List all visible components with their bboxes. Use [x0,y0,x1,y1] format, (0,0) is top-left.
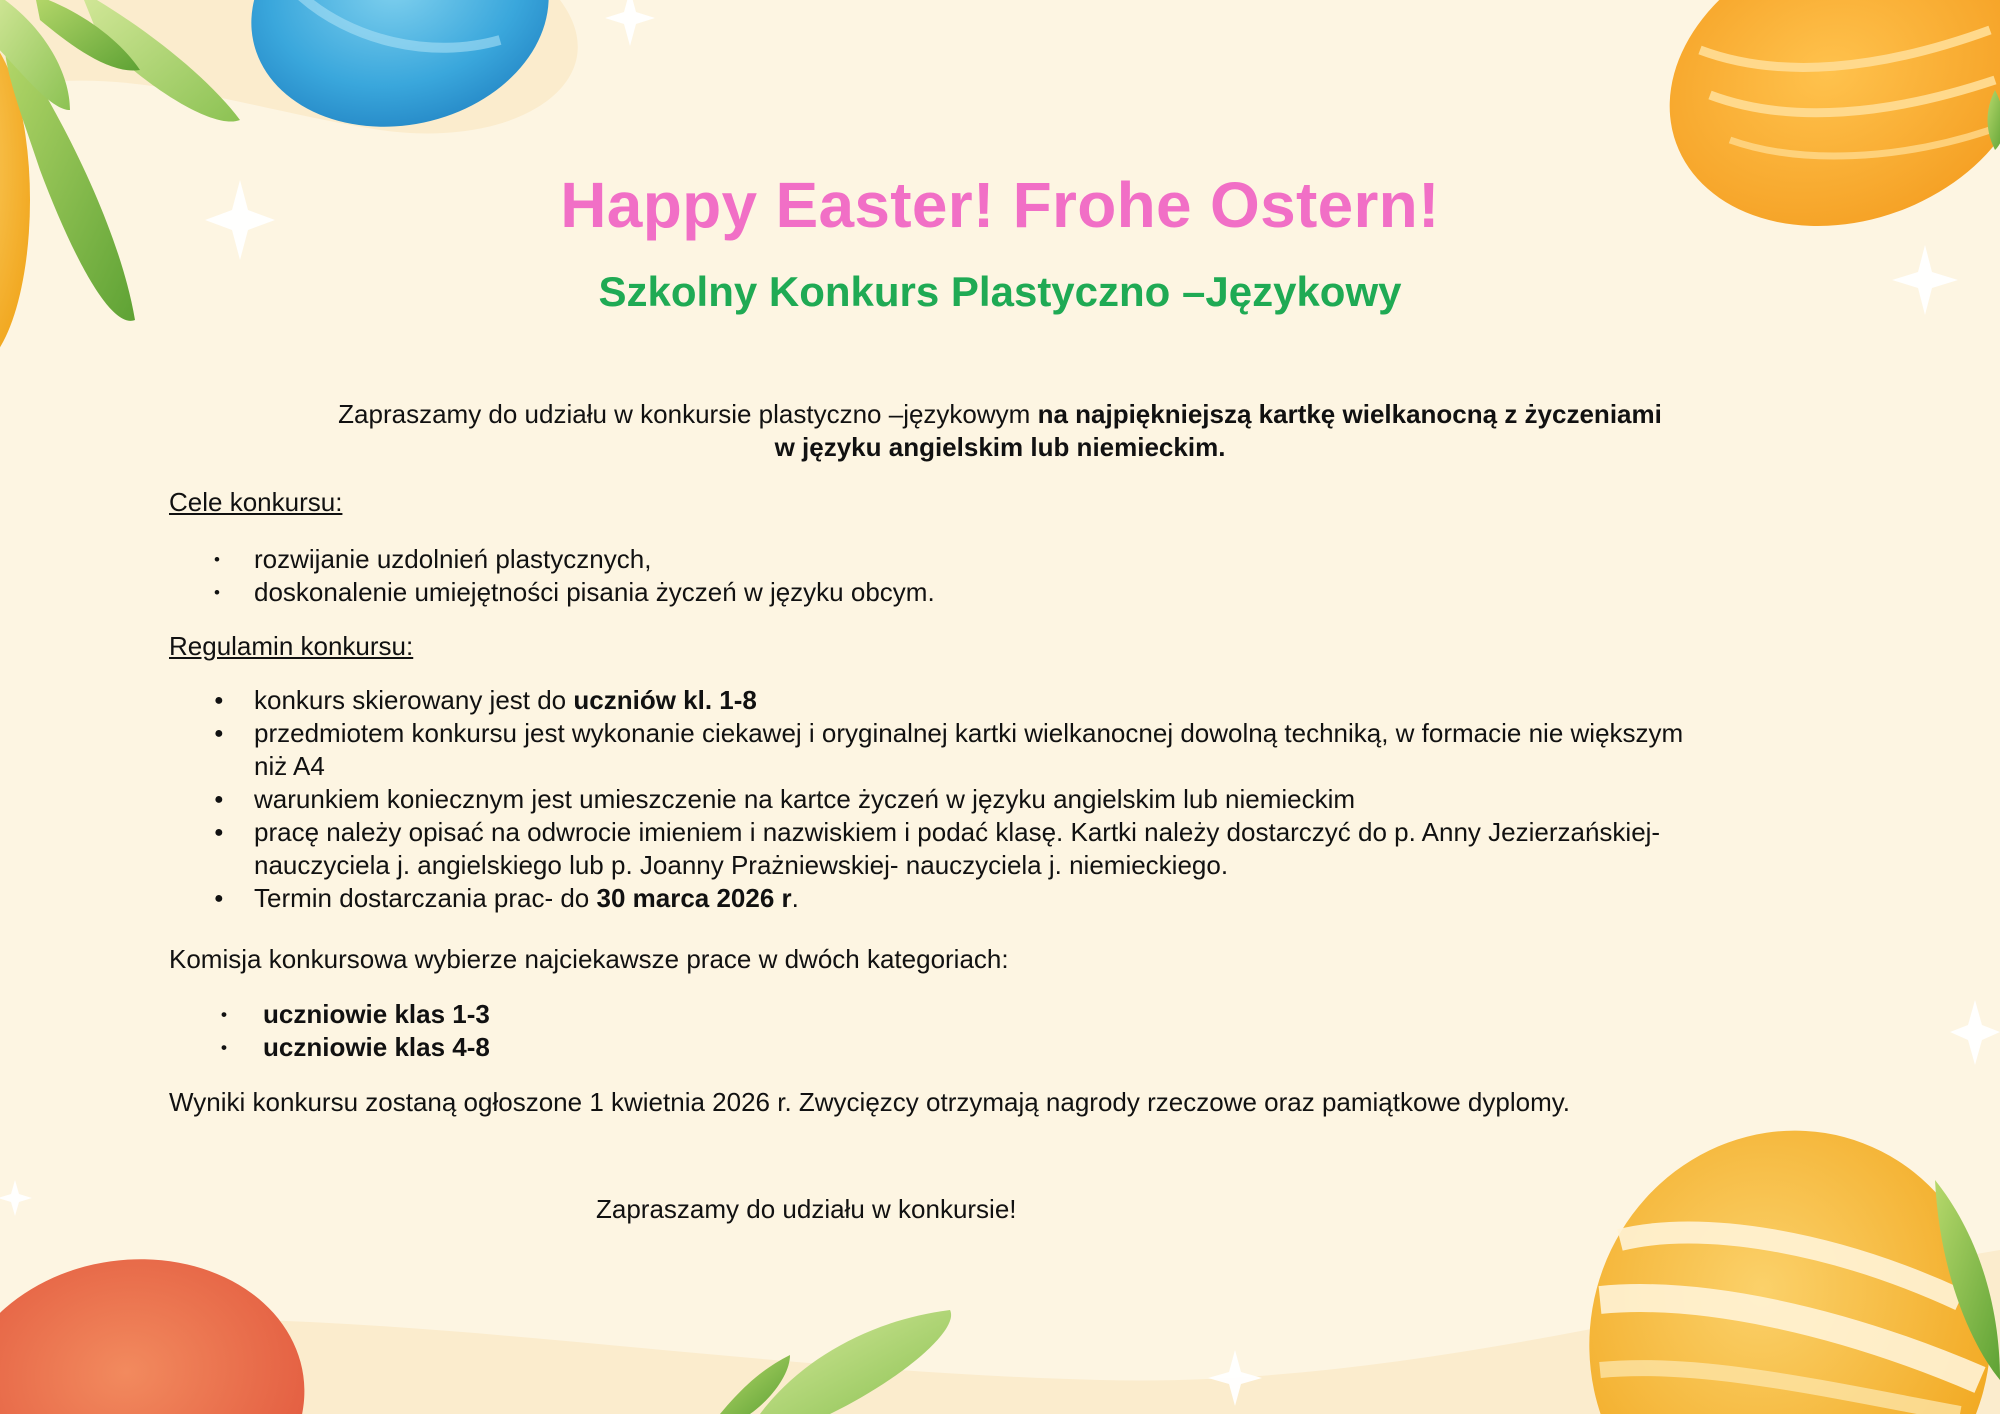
bullet-icon: ● [214,890,224,907]
bullet-icon: • [221,1038,227,1057]
list-item [214,816,1834,882]
list-item-text: uczniowie klas 1-3 [263,999,490,1029]
list-item-text: doskonalenie umiejętności pisania życzeń w języku obcym. [254,577,935,607]
list-item-text: Termin dostarczania prac- do [254,883,597,913]
list-item-text: nauczyciela j. angielskiego lub p. Joanny Prażniewskiej- nauczyciela j. niemieckiego. [254,850,1229,880]
bullet-icon: • [214,583,220,602]
list-item-text: niż A4 [254,751,325,781]
list-item [214,576,935,609]
categories-list [221,998,490,1064]
list-item [214,684,1834,717]
list-item [214,783,1834,816]
list-item-text: pracę należy opisać na odwrocie imieniem i nazwiskiem i podać klasę. Kartki należy dostarczyć do p. Anny Jezierzańskiej- [254,817,1661,847]
list-item-text: rozwijanie uzdolnień plastycznych, [254,544,652,574]
list-item-text: przedmiotem konkursu jest wykonanie ciekawej i oryginalnej kartki wielkanocnej dowolną techniką, w formacie nie większym [254,718,1684,748]
list-item-bold: 30 marca 2026 r [596,883,792,913]
list-item [221,1031,490,1064]
list-item [214,543,935,576]
list-item-text: uczniowie klas 4-8 [263,1032,490,1062]
goals-list [214,543,935,609]
page-subtitle: Szkolny Konkurs Plastyczno –Językowy [598,268,1402,315]
bullet-icon: • [221,1005,227,1024]
list-item-text: warunkiem koniecznym jest umieszczenie na kartce życzeń w języku angielskim lub niemieckim [254,784,1356,814]
intro-bold-line1: na najpiękniejszą kartkę wielkanocną z życzeniami [1037,399,1662,429]
list-item-text: . [791,883,799,913]
goals-heading: Cele konkursu: [169,487,343,517]
rules-list [214,684,1834,915]
bullet-icon: • [214,550,220,569]
results-text: Wyniki konkursu zostaną ogłoszone 1 kwietnia 2026 r. Zwycięzcy otrzymają nagrody rzeczowe oraz pamiątkowe dyplomy. [169,1087,1571,1117]
bullet-icon: ● [214,824,224,841]
rules-heading: Regulamin konkursu: [169,631,414,661]
page-title: Happy Easter! Frohe Ostern! [560,169,1440,241]
committee-text: Komisja konkursowa wybierze najciekawsze prace w dwóch kategoriach: [169,944,1009,974]
bullet-icon: ● [214,791,224,808]
list-item [214,882,1834,915]
list-item [214,717,1834,783]
intro-text: Zapraszamy do udziału w konkursie plastyczno –językowym [338,399,1038,429]
list-item-bold: uczniów kl. 1-8 [573,685,757,715]
intro-bold-line2: w języku angielskim lub niemieckim. [774,432,1226,462]
list-item-text: konkurs skierowany jest do [254,685,574,715]
bullet-icon: ● [214,725,224,742]
closing-text: Zapraszamy do udziału w konkursie! [596,1194,1017,1224]
bullet-icon: ● [214,692,224,709]
list-item [221,998,490,1031]
intro-paragraph [170,398,1830,464]
